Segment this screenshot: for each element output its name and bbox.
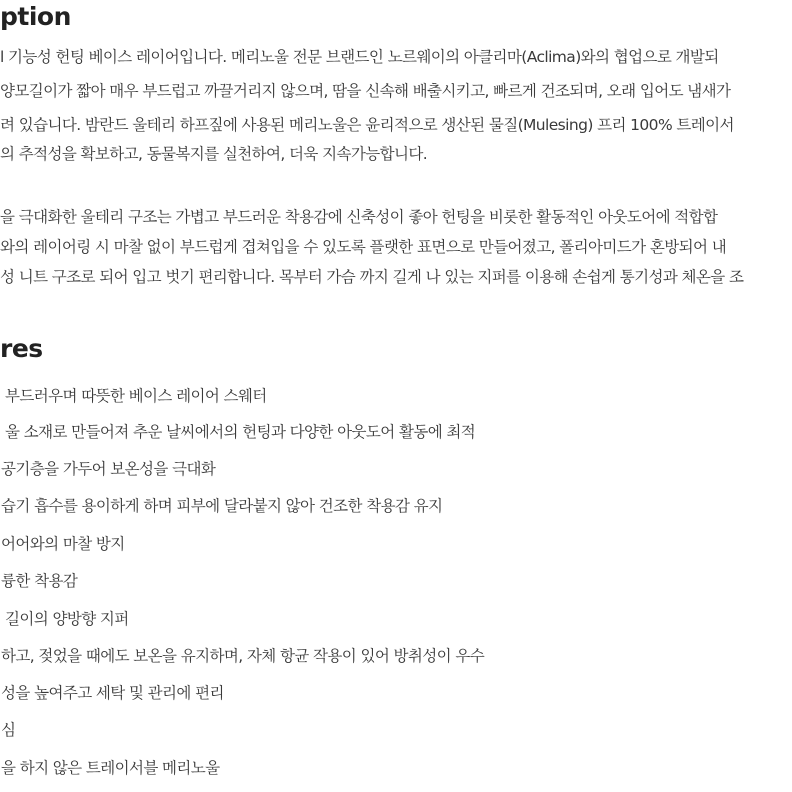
description-line: 을 극대화한 울테리 구조는 가볍고 부드러운 착용감에 신축성이 좋아 헌팅을 비롯한 활동적인 아웃도어에 적합합 [0,208,718,226]
description-line: l 기능성 헌팅 베이스 레이어입니다. 메리노울 전문 브랜드인 노르웨이의 아클리마(Aclima)와의 협업으로 개발되 [0,48,719,66]
feature-item: 공기층을 가두어 보온성을 극대화 [1,460,216,478]
description-heading: ption [0,2,71,31]
description-line: 성 니트 구조로 되어 입고 벗기 편리합니다. 목부터 가슴 까지 길게 나 있는 지퍼를 이용해 손쉽게 통기성과 체온을 조 [0,268,744,286]
description-line: 려 있습니다. 밤란드 울테리 하프짚에 사용된 메리노울은 윤리적으로 생산된 물질(Mulesing) 프리 100% 트레이서 [0,116,734,134]
description-line: 양모길이가 짧아 매우 부드럽고 까끌거리지 않으며, 땀을 신속해 배출시키고, 빠르게 건조되며, 오래 입어도 냄새가 [0,82,731,100]
feature-item: 길이의 양방향 지퍼 [5,610,129,628]
description-line: 의 추적성을 확보하고, 동물복지를 실천하여, 더욱 지속가능합니다. [0,145,428,163]
feature-item: 어어와의 마찰 방지 [1,535,125,553]
feature-item: 을 하지 않은 트레이서블 메리노울 [1,759,220,777]
feature-item: 륭한 착용감 [1,572,78,590]
feature-item: 습기 흡수를 용이하게 하며 피부에 달라붙지 않아 건조한 착용감 유지 [1,497,443,515]
feature-item: 울 소재로 만들어져 추운 날씨에서의 헌팅과 다양한 아웃도어 활동에 최적 [5,423,476,441]
feature-item: 부드러우며 따뜻한 베이스 레이어 스웨터 [5,387,267,405]
features-heading: res [0,334,43,363]
feature-item: 하고, 젖었을 때에도 보온을 유지하며, 자체 항균 작용이 있어 방취성이 우수 [1,647,485,665]
feature-item: 심 [1,721,16,739]
description-line: 와의 레이어링 시 마찰 없이 부드럽게 겹쳐입을 수 있도록 플랫한 표면으로 만들어졌고, 폴리아미드가 혼방되어 내 [0,238,727,256]
feature-item: 성을 높여주고 세탁 및 관리에 편리 [1,684,224,702]
